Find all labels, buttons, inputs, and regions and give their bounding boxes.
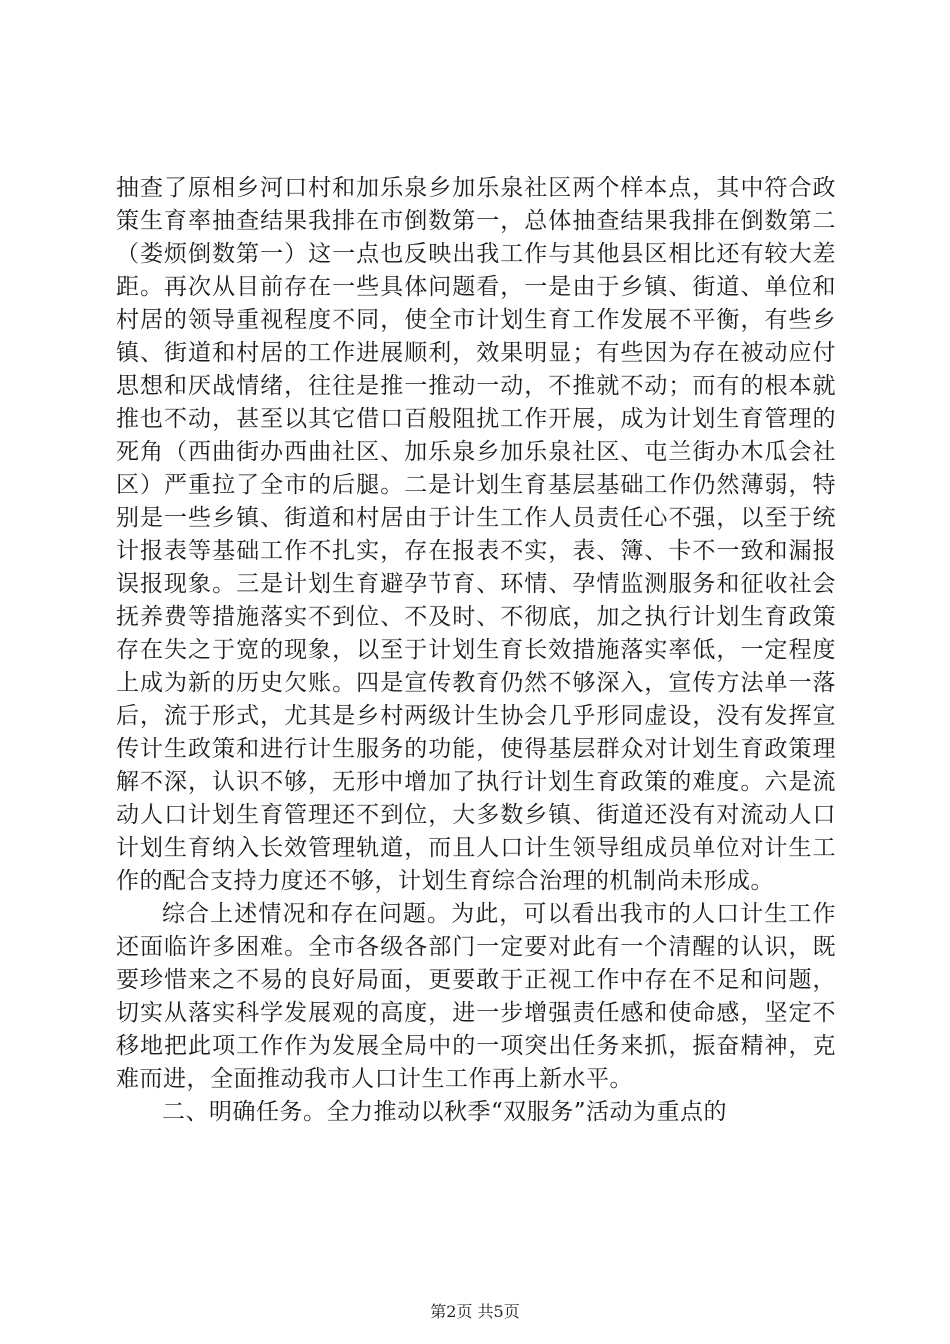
paragraph-section-heading: 二、明确任务。全力推动以秋季“双服务”活动为重点的 (162, 1099, 728, 1125)
document-body (116, 172, 836, 1129)
page-number-footer: 第2页 共5页 (430, 1302, 520, 1321)
paragraph-summary: 综合上述情况和存在问题。为此，可以看出我市的人口计生工作还面临许多困难。全市各级各部门一定要对此有一个清醒的认识，既要珍惜来之不易的良好局面，更要敢于正视工作中存在不足和问题，切实从落实科学发展观的高度，进一步增强责任感和使命感，坚定不移地把此项工作作为发展全局中的一项突出任务来抓，振奋精神，克难而进，全面推动我市人口计生工作再上新水平。 (116, 901, 836, 1092)
paragraph-continued: 抽查了原相乡河口村和加乐泉乡加乐泉社区两个样本点，其中符合政策生育率抽查结果我排在市倒数第一，总体抽查结果我排在倒数第二（娄烦倒数第一）这一点也反映出我工作与其他县区相比还有较大差距。再次从目前存在一些具体问题看，一是由于乡镇、街道、单位和村居的领导重视程度不同，使全市计划生育工作发展不平衡，有些乡镇、街道和村居的工作进展顺利，效果明显；有些因为存在被动应付思想和厌战情绪，往往是推一推动一动，不推就不动；而有的根本就推也不动，甚至以其它借口百般阻扰工作开展，成为计划生育管理的死角（西曲街办西曲社区、加乐泉乡加乐泉社区、屯兰街办木瓜会社区）严重拉了全市的后腿。二是计划生育基层基础工作仍然薄弱，特别是一些乡镇、街道和村居由于计生工作人员责任心不强，以至于统计报表等基础工作不扎实，存在报表不实，表、簿、卡不一致和漏报误报现象。三是计划生育避孕节育、环情、孕情监测服务和征收社会抚养费等措施落实不到位、不及时、不彻底，加之执行计划生育政策存在失之于宽的现象，以至于计划生育长效措施落实率低，一定程度上成为新的历史欠账。四是宣传教育仍然不够深入，宣传方法单一落后，流于形式，尤其是乡村两级计生协会几乎形同虚设，没有发挥宣传计生政策和进行计生服务的功能，使得基层群众对计划生育政策理解不深，认识不够，无形中增加了执行计划生育政策的难度。六是流动人口计划生育管理还不到位，大多数乡镇、街道还没有对流动人口计划生育纳入长效管理轨道，而且人口计生领导组成员单位对计生工作的配合支持力度还不够，计划生育综合治理的机制尚未形成。 (116, 175, 836, 894)
